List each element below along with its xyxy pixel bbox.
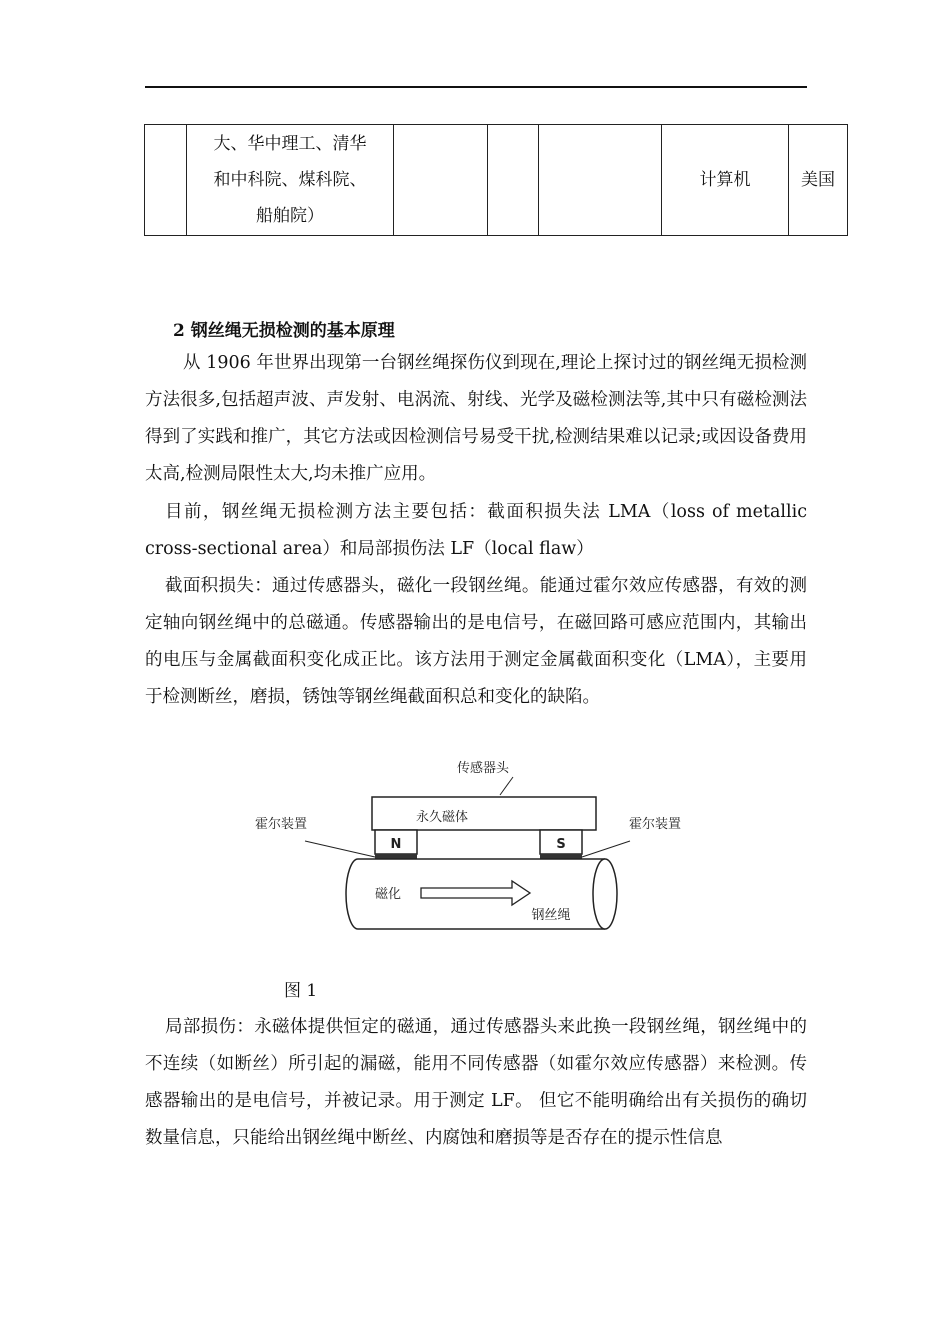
table-cell [488,125,539,236]
table-cell-record: 计算机 [662,125,789,236]
label-rope: 钢丝绳 [531,908,571,923]
section-heading: 2 钢丝绳无损检测的基本原理 [173,321,395,341]
leader-line [582,841,630,857]
label-hall-right: 霍尔装置 [628,817,682,832]
table-cell [394,125,488,236]
magnet-block [372,797,596,830]
comparison-table-fragment [144,124,848,236]
header-rule [145,86,807,88]
label-hall-left: 霍尔装置 [254,817,308,832]
label-pole-s: S [556,837,566,852]
table-cell [539,125,662,236]
label-sensor-head: 传感器头 [456,761,510,776]
paragraph-methods: 目前，钢丝绳无损检测方法主要包括：截面积损失法 LMA（loss of metallic cross-sectional area）和局部损伤法 LF（local flaw） [145,502,807,559]
table-cell [145,125,187,236]
rope-left-end [346,859,358,929]
table-cell-country: 美国 [789,125,848,236]
magnetization-arrow-icon [421,881,530,905]
rope-right-end [593,859,617,929]
paragraph-history: 从 1906 年世界出现第一台钢丝绳探伤仪到现在,理论上探讨过的钢丝绳无损检测方法很多,包括超声波、声发射、电涡流、射线、光学及磁检测法等,其中只有磁检测法得到了实践和推广，其它方法或因检测信号易受干扰,检测结果难以记录;或因设备费用太高,检测局限性太大,均未推广应用。 [145,353,807,484]
paragraph-lf: 局部损伤：永磁体提供恒定的磁通，通过传感器头来此换一段钢丝绳，钢丝绳中的不连续（如断丝）所引起的漏磁，能用不同传感器（如霍尔效应传感器）来检测。传感器输出的是电信号，并被记录。用于测定 LF。 但它不能明确给出有关损伤的确切数量信息，只能给出钢丝绳中断丝、内腐蚀和磨损等是否存在的提示性信息 [145,1017,807,1148]
figure-caption: 图 1 [284,981,318,1001]
paragraph-lma: 截面积损失：通过传感器头，磁化一段钢丝绳。能通过霍尔效应传感器，有效的测定轴向钢丝绳中的总磁通。传感器输出的是电信号，在磁回路可感应范围内，其输出的电压与金属截面积变化成正比。该方法用于测定金属截面积变化（LMA），主要用于检测断丝，磨损，锈蚀等钢丝绳截面积总和变化的缺陷。 [145,576,807,707]
table-cell-org: 大、华中理工、清华 和中科院、煤科院、 船舶院） [187,125,394,236]
label-pole-n: N [390,837,402,852]
label-magnetize: 磁化 [374,887,402,902]
leader-line [500,777,513,795]
label-magnet: 永久磁体 [415,810,469,825]
leader-line [305,841,375,857]
table-row [145,125,848,236]
sensor-diagram [245,755,715,945]
